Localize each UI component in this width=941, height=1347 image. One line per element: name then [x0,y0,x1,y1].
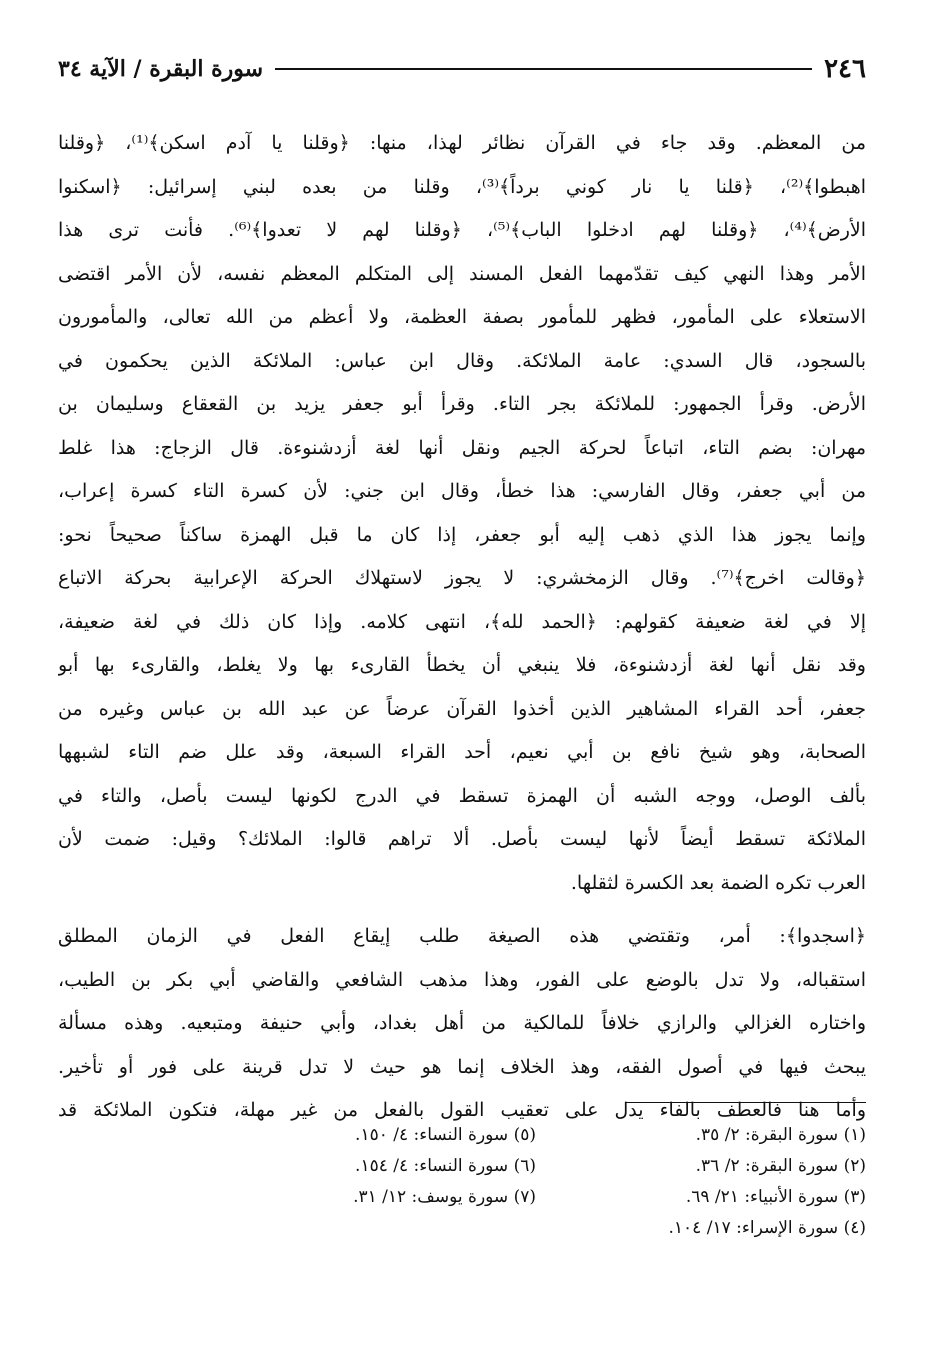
text-line: بالسجود، قال السدي: عامة الملائكة. وقال ابن عباس: الملائكة الذين يحكمون في [58,349,866,372]
paragraph-1 [58,122,866,905]
footnote-item: (٢) سورة البقرة: ٢/ ٣٦. [695,1156,866,1176]
text-line: جعفر، أحد القراء المشاهير الذين أخذوا القرآن عرضاً عن عبد الله بن عباس وغيره من [58,697,866,720]
running-title: سورة البقرة / الآية ٣٤ [58,56,264,82]
page-number: ٢٤٦ [824,54,866,84]
text-line: الصحابة، وهو شيخ نافع بن أبي نعيم، أحد القراء السبعة، وقد علل ضم التاء لشبهها [58,741,866,763]
text-line: يبحث فيها في أصول الفقه، وهذ الخلاف إنما هو حيث لا تدل قرينة على فور أو تأخير. [58,1055,866,1078]
text-line: الملائكة تسقط أيضاً لأنها ليست بأصل. ألا تراهم قالوا: الملائك؟ وقيل: ضمت لأن [58,828,866,850]
page-header [58,52,866,86]
text-line: ﴿اسجدوا﴾: أمر، وتقتضي هذه الصيغة طلب إيقاع الفعل في الزمان المطلق [58,925,866,947]
text-line: وقد نقل أنها لغة أزدشنوءة، فلا ينبغي أن يخطأ القارىء بها ولا يغلط، والقارىء بها أبو [58,654,866,676]
footnotes-left-column [296,1120,536,1244]
text-line: العرب تكره الضمة بعد الكسرة لثقلها. [570,871,866,894]
text-line: اهبطوا﴾⁽²⁾، ﴿قلنا يا نار كوني برداً﴾⁽³⁾، وقلنا من بعده لبني إسرائيل: ﴿اسكنوا [58,175,866,198]
footnote-item: (١) سورة البقرة: ٢/ ٣٥. [695,1125,866,1145]
paragraph-2 [58,915,866,1133]
footnote-rule [626,1102,866,1103]
header-rule [275,68,812,70]
text-line: ﴿وقالت اخرج﴾⁽⁷⁾. وقال الزمخشري: لا يجوز لاستهلاك الحركة الإعرابية بحركة الاتباع [58,567,866,589]
text-line: مهران: بضم التاء، اتباعاً لحركة الجيم ونقل أنها لغة أزدشنوءة. قال الزجاج: هذا غلط [58,436,866,459]
text-line: إلا في لغة ضعيفة كقولهم: ﴿الحمد لله﴾، انتهى كلامه. وإذا كان ذلك في لغة ضعيفة، [58,610,866,633]
text-line: استقباله، ولا تدل بالوضع على الفور، وهذا مذهب الشافعي والقاضي أبي بكر بن الطيب، [58,968,866,991]
text-line: الأرض﴾⁽⁴⁾، ﴿وقلنا لهم ادخلوا الباب﴾⁽⁵⁾، ﴿وقلنا لهم لا تعدوا﴾⁽⁶⁾. فأنت ترى هذا [58,219,866,241]
text-line: الأرض. وقرأ الجمهور: للملائكة بجر التاء. وقرأ أبو جعفر يزيد بن القعقاع وسليمان بن [58,393,866,415]
footnotes [58,1120,866,1244]
text-line: واختاره الغزالي والرازي خلافاً للمالكية من أهل بغداد، وأبي حنيفة ومتبعيه. وهذه مسألة [58,1012,866,1034]
footnote-item: (٤) سورة الإسراء: ١٧/ ١٠٤. [668,1218,866,1238]
text-line: من المعظم. وقد جاء في القرآن نظائر لهذا، منها: ﴿وقلنا يا آدم اسكن﴾⁽¹⁾، ﴿وقلنا [58,132,866,154]
text-line: بألف الوصل، ووجه الشبه أن الهمزة تسقط في الدرج لكونها ليست بأصل، والتاء في [58,784,866,807]
footnote-item: (٣) سورة الأنبياء: ٢١/ ٦٩. [685,1187,866,1207]
footnote-item: (٦) سورة النساء: ٤/ ١٥٤. [355,1156,536,1176]
text-line: من أبي جعفر، وقال الفارسي: هذا خطأ، وقال ابن جني: لأن كسرة التاء كسرة إعراب، [58,480,866,502]
footnotes-right-column [626,1120,866,1244]
text-line: الاستعلاء على المأمور، فظهر للمأمور بصفة العظمة، ولا أعظم من الله تعالى، والمأمورون [58,306,866,328]
body-text [58,122,866,1133]
footnote-item: (٥) سورة النساء: ٤/ ١٥٠. [355,1125,536,1145]
footnote-item: (٧) سورة يوسف: ١٢/ ٣١. [353,1187,536,1207]
text-line: وأما هنا فالعطف بالفاء يدل على تعقيب القول بالفعل من غير مهلة، فتكون الملائكة قد [58,1099,866,1121]
text-line: وإنما يجوز هذا الذي ذهب إليه أبو جعفر، إذا كان ما قبل الهمزة ساكناً صحيحاً نحو: [58,523,866,546]
text-line: الأمر وهذا النهي كيف تقدّمهما الفعل المسند إلى المتكلم المعظم نفسه، لأن الأمر اقتضى [58,262,866,285]
paragraph-gap [58,905,866,915]
